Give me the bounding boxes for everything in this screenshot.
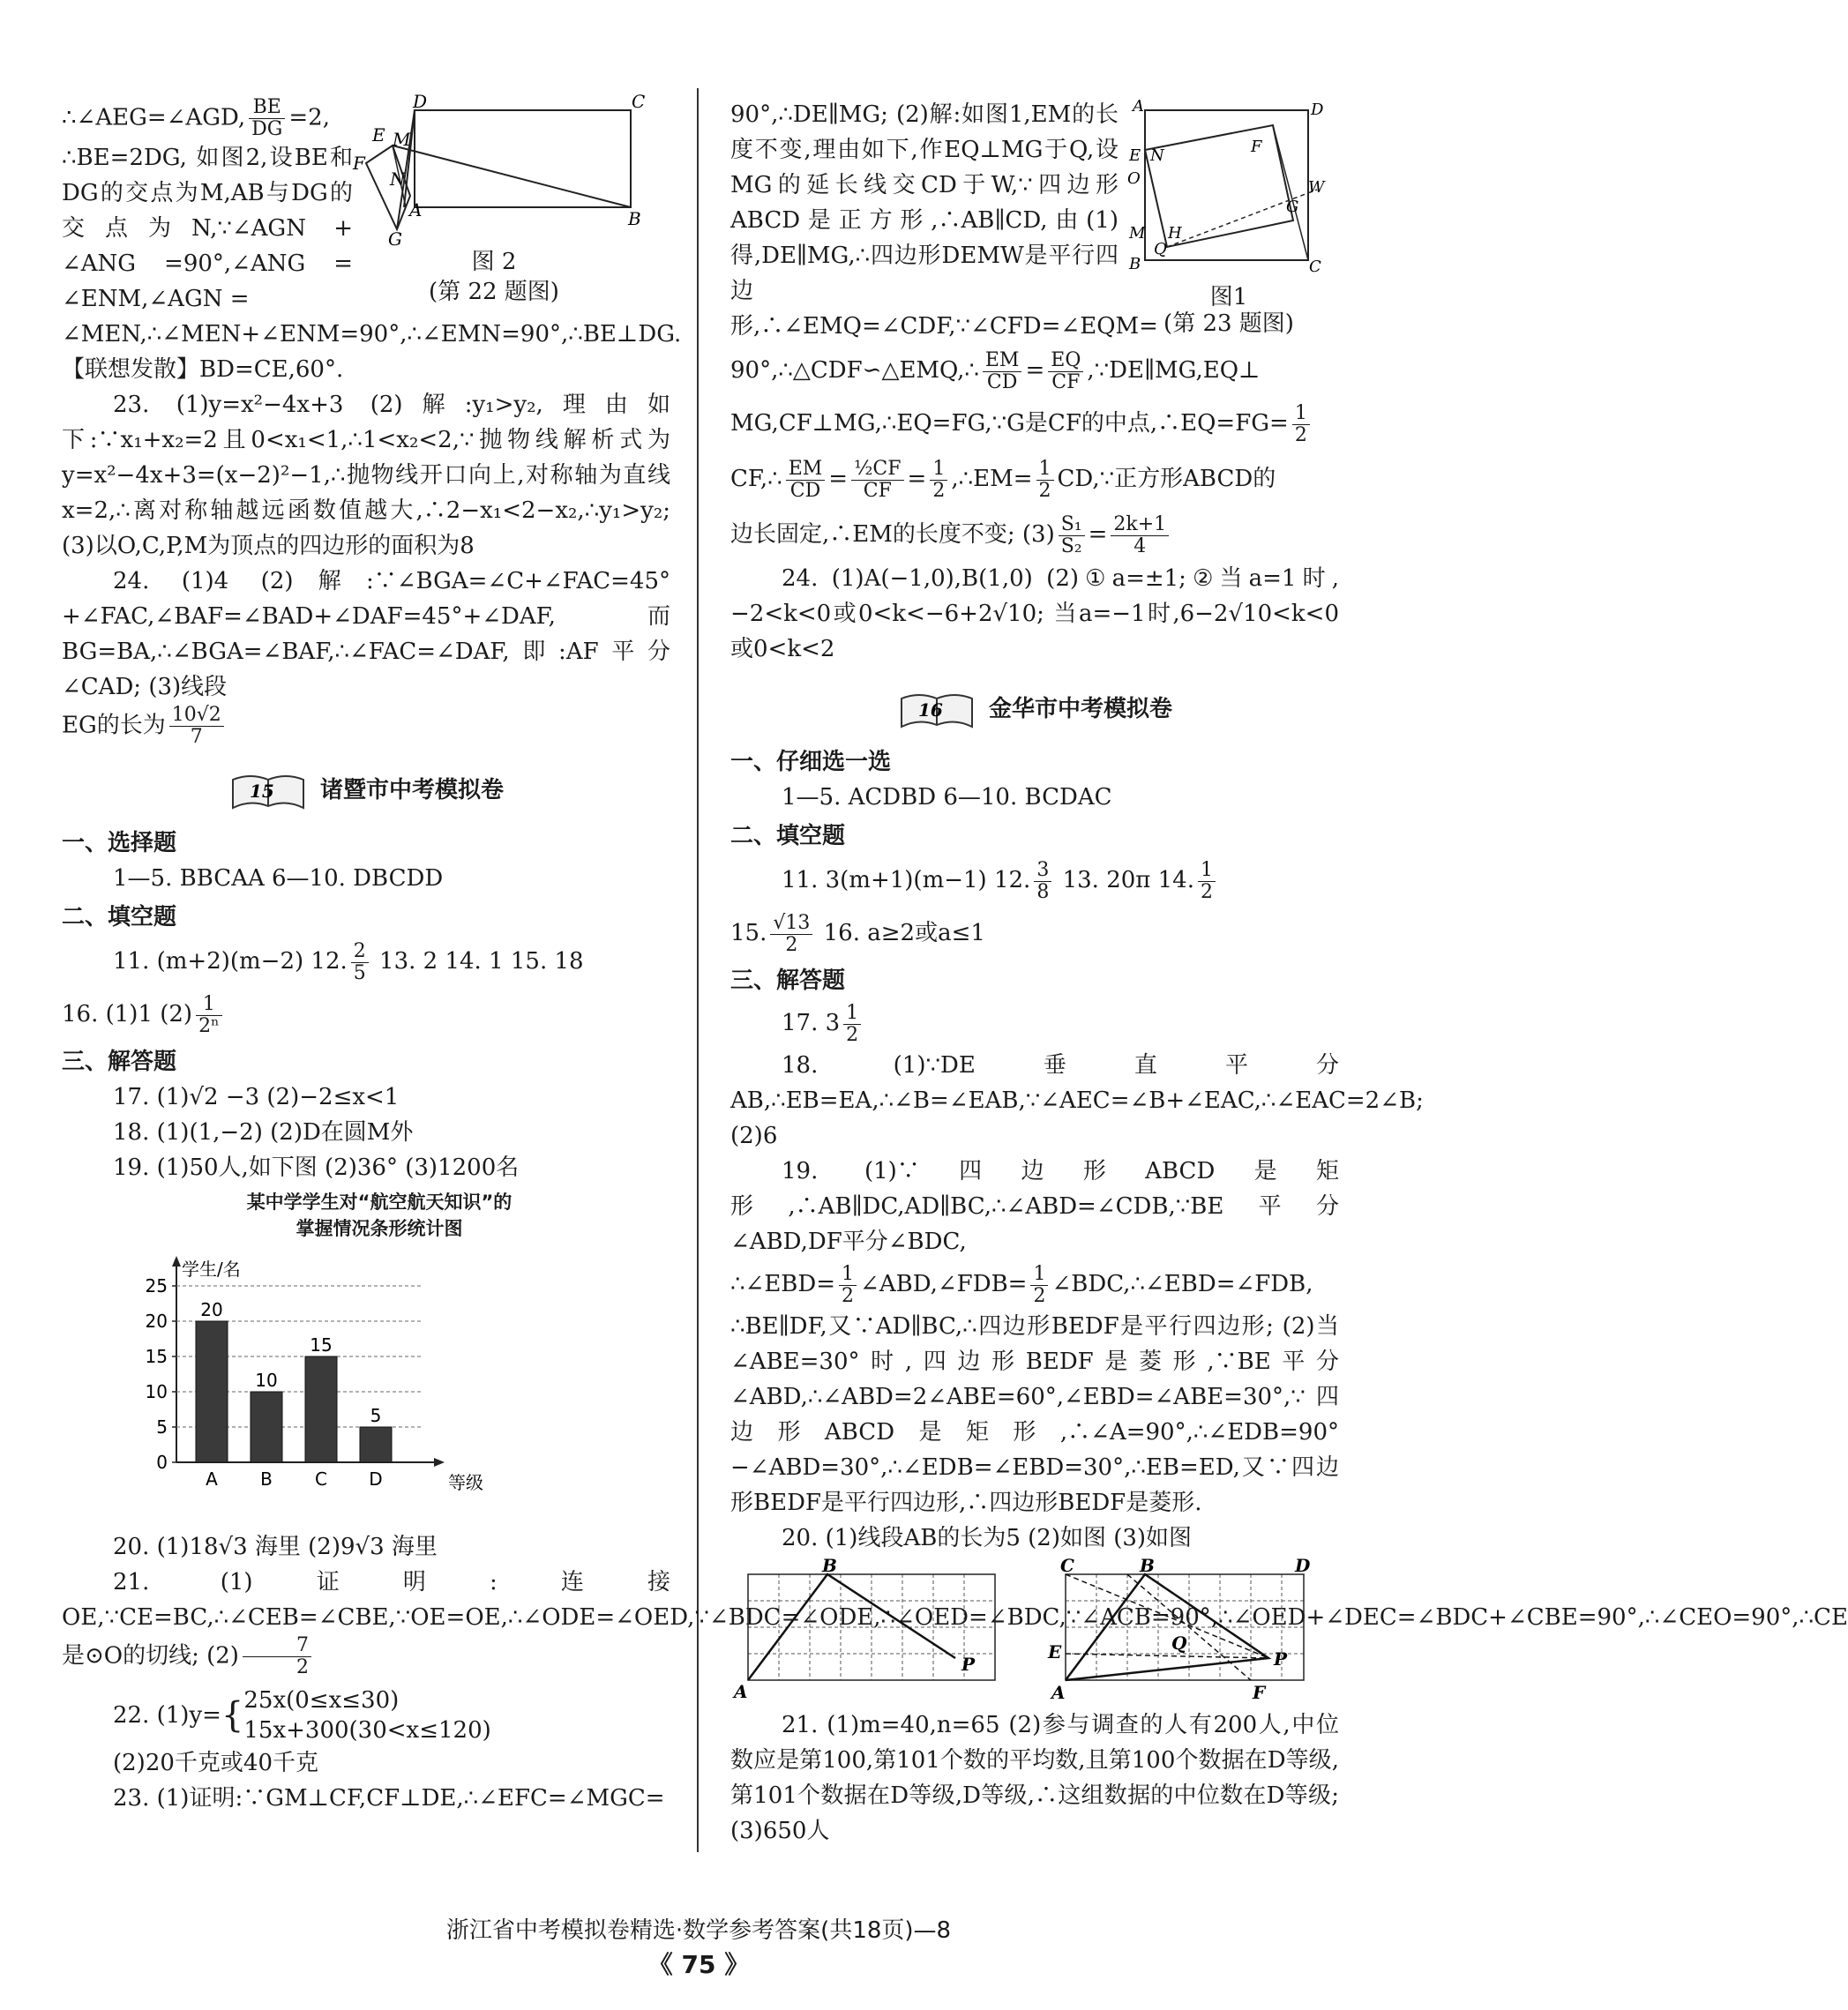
fig22-label: E [372, 124, 385, 146]
fig23-label: M [1129, 224, 1146, 243]
answer-19: 19. (1)50人,如下图 (2)36° (3)1200名 [113, 1154, 520, 1181]
grid2-label: C [1060, 1555, 1074, 1576]
fraction: $\frac{1}{2}$ [843, 1003, 861, 1046]
q22-line-a: ∴∠AEG=∠AGD, $\frac{BE}{DG}$ =2, [62, 96, 330, 140]
chart-subtitle: 掌握情况条形统计图 [296, 1218, 463, 1239]
answer-17: 17. (1)√2 −3 (2)−2≤x<1 [113, 1084, 400, 1110]
fraction: $\frac{EM}{CD}$ [786, 459, 826, 502]
answer-20: 20. (1)18√3 海里 (2)9√3 海里 [113, 1534, 438, 1560]
fraction: $\frac{2}{5}$ [351, 941, 369, 984]
section-heading: 三、解答题 [730, 968, 846, 994]
q22-line-b: ∴BE=2DG, 如图2,设BE和DG的交点为M,AB与DG的交点为N,∵∠AGN + ∠ANG =90°,∠ANG = ∠ENM,∠AGN = [62, 145, 353, 312]
fraction: $\frac{1}{2}$ [1036, 459, 1054, 502]
exam-15-header [62, 767, 670, 813]
fig22-label: N [390, 168, 406, 190]
chart-title: 某中学学生对“航空航天知识”的 [246, 1192, 513, 1213]
answer-fill-15-16: 15. $\frac{√13}{2}$ 16. a≥2或a≤1 [730, 911, 985, 956]
exam-16-header [730, 686, 1339, 732]
exam-number: 15 [249, 781, 274, 802]
right-column [730, 97, 1424, 1849]
fraction: $\frac{1}{2}$ [1292, 403, 1310, 446]
brace: { [221, 1695, 244, 1736]
answer-24-tail: EG的长为 $\frac{10√2}{7}$ [62, 705, 670, 748]
figure-22 [353, 91, 670, 317]
q22-line-c: ∠MEN,∴∠MEN+∠ENM=90°,∴∠EMN=90°,∴BE⊥DG. [62, 321, 682, 347]
fraction: $\frac{1}{2}$ [1198, 860, 1216, 903]
q22-line-d: 【联想发散】BD=CE,60°. [62, 356, 344, 383]
bar-value-label: 20 [200, 1299, 223, 1320]
grid2-label: A [1051, 1682, 1066, 1703]
q23-line-d: CF,∴ $\frac{EM}{CD}$ = $\frac{\text{½CF}}{CF}$ = $\frac{1}{2}$ ,∴EM= $\frac{1}{2}$ CD,∵正方形ABCD的 [730, 457, 1276, 502]
answer-18: 18. (1)∵DE垂直平分AB,∴EB=EA,∴∠B=∠EAB,∵∠AEC=∠B+∠EAC,∴∠EAC=2∠B; (2)6 [730, 1052, 1424, 1149]
answer-choice: 1—5. BBCAA 6—10. DBCDD [113, 865, 444, 892]
exam-number: 16 [917, 699, 943, 721]
fig22-label: D [413, 91, 428, 112]
grid-figure-2 [1048, 1555, 1339, 1703]
fig23-label: Q [1154, 240, 1167, 258]
fig22-label: M [393, 129, 411, 150]
fig22-label: F [353, 153, 365, 174]
bar-chart [123, 1189, 670, 1526]
fraction: $\frac{2k+1}{4}$ [1111, 514, 1169, 557]
section-heading: 一、仔细选一选 [730, 749, 892, 775]
grid1-label: A [734, 1681, 748, 1702]
fig22-caption: 图 2 [471, 249, 517, 275]
bar-value-label: 15 [310, 1334, 333, 1356]
answer-23: 23. (1)y=x²−4x+3 (2)解:y₁>y₂,理由如下:∵x₁+x₂=2且0<x₁<1,∴1<x₂<2,∵抛物线解析式为y=x²−4x+3=(x−2)²−1,∴抛物线开口向上,对称轴为直线x=2,∴离对称轴越远函数值越大,∴2−x₁<2−x₂,∴y₁>y₂; (3)以O,C,P,M为顶点的四边形的面积为8 [62, 392, 670, 559]
y-axis-label: 学生/名 [182, 1259, 241, 1280]
fig22-label: G [388, 228, 402, 250]
answer-21: 21. (1)m=40,n=65 (2)参与调查的人有200人,中位数应是第100,第101个数的平均数,且第100个数据在D等级,第101个数据在D等级,D等级,∴这组数据的中位数在D等级; (3)650人 [730, 1712, 1339, 1844]
fraction: $\frac{EM}{CD}$ [983, 350, 1022, 393]
figure-23 [1127, 97, 1330, 344]
y-tick-label: 5 [156, 1416, 168, 1438]
section-heading: 三、解答题 [62, 1049, 177, 1075]
bar [196, 1321, 228, 1462]
q23-line-e: 边长固定,∴EM的长度不变; (3) $\frac{\text{S₁}}{\text{S₂}}$ = $\frac{2k+1}{4}$ [730, 508, 1339, 561]
fig23-label: A [1133, 97, 1144, 116]
section-heading: 二、填空题 [730, 823, 846, 849]
fig22-label: A [409, 199, 423, 220]
grid2-label: Q [1171, 1633, 1187, 1654]
fig22-label: C [632, 91, 646, 112]
fraction: $\frac{√13}{2}$ [770, 913, 812, 956]
x-tick-label: A [206, 1468, 218, 1490]
bar-value-label: 10 [255, 1370, 278, 1391]
exam-title: 金华市中考模拟卷 [988, 696, 1172, 722]
answer-fill-11-14: 11. 3(m+1)(m−1) 12. $\frac{3}{8}$ 13. 20π 14. $\frac{1}{2}$ [730, 854, 1339, 907]
figure-22-diagram [353, 91, 653, 250]
y-tick-label: 0 [156, 1452, 168, 1473]
column-divider [697, 88, 699, 1852]
fig23-label: F [1251, 138, 1262, 156]
section-heading: 二、填空题 [62, 904, 177, 930]
q23-block [730, 97, 1339, 344]
fraction: $\frac{10√2}{7}$ [169, 705, 224, 748]
grid1-label: B [822, 1555, 837, 1576]
bar [360, 1427, 392, 1462]
q22-block [62, 91, 670, 317]
fraction: $\frac{\text{½CF}}{CF}$ [851, 459, 903, 502]
x-tick-label: B [260, 1468, 273, 1490]
exam-title: 诸暨市中考模拟卷 [319, 777, 504, 803]
fig22-subcaption: (第 22 题图) [429, 279, 559, 305]
answer-19-c: ∴BE∥DF,又∵AD∥BC,∴四边形BEDF是平行四边形; (2)当∠ABE=30°时,四边形BEDF是菱形,∵BE平分∠ABD,∴∠ABD=2∠ABE=60°,∠EBD=∠ABE=30°,∵四边形ABCD是矩形,∴∠A=90°,∴∠EDB=90°−∠ABD=30°,∴∠EDB=∠EBD=30°,∴EB=ED,又∵四边形BEDF是平行四边形,∴四边形BEDF是菱形. [730, 1313, 1339, 1516]
fraction: $\frac{BE}{DG}$ [249, 97, 285, 140]
book-icon [897, 686, 976, 732]
fig23-label: H [1168, 224, 1182, 243]
fraction: $\frac{7}{2}$ [243, 1635, 311, 1678]
q23-line-c: MG,CF⊥MG,∴EQ=FG,∵G是CF的中点,∴EQ=FG= $\frac{1}{2}$ [730, 397, 1339, 450]
footer-title: 浙江省中考模拟卷精选·数学参考答案(共18页)—8 [445, 1917, 952, 1944]
bar [305, 1356, 337, 1462]
fig23-label: N [1150, 146, 1164, 165]
page-number: 《 75 》 [647, 1950, 750, 1979]
fraction: $\frac{1}{2}$ [1030, 1264, 1048, 1307]
grid2-label: E [1048, 1641, 1062, 1663]
grid2-label: B [1140, 1555, 1155, 1576]
grid1-label: P [961, 1654, 976, 1675]
bar-value-label: 5 [370, 1405, 382, 1426]
answer-21: 21. (1)证明:连接OE,∵CE=BC,∴∠CEB=∠CBE,∵OE=OE,∴∠ODE=∠OED,∵∠BDC=∠ODE,∴∠OED=∠BDC,∵∠ACB=90°,∴∠OED+∠DEC=∠BDC+∠CBE=90°,∴∠CEO=90°,∴CE是⊙O的切线; (2) $\frac{7}{2}$ [62, 1569, 1848, 1678]
x-tick-label: D [369, 1468, 383, 1490]
x-axis-arrow [434, 1458, 445, 1467]
grid2-label: P [1274, 1648, 1288, 1670]
grid-figures [730, 1555, 1339, 1703]
answer-fill-11-15: 11. (m+2)(m−2) 12. $\frac{2}{5}$ 13. 2 14. 1 15. 18 [113, 939, 584, 984]
fraction: $\frac{1}{2}$ [930, 459, 947, 502]
answer-19-a: 19. (1)∵四边形ABCD是矩形,∴AB∥DC,AD∥BC,∴∠ABD=∠CDB,∵BE平分∠ABD,DF平分∠BDC, [730, 1158, 1339, 1255]
fraction: $\frac{EQ}{CF}$ [1048, 350, 1083, 393]
answer-22-tail: (2)20千克或40千克 [113, 1750, 318, 1776]
y-axis-arrow [172, 1256, 181, 1267]
answer-24: 24. (1)A(−1,0),B(1,0) (2)①a=±1;②当a=1时,−2<k<0或0<k<−6+2√10; 当a=−1时,6−2√10<k<0或0<k<2 [730, 565, 1339, 662]
book-icon [228, 767, 308, 813]
fig23-label: E [1129, 146, 1141, 165]
figure-23-diagram [1127, 97, 1325, 276]
y-tick-label: 20 [145, 1311, 168, 1332]
answer-22: 22. (1)y= { 25x(0≤x≤30) 15x+300(30<x≤120) [113, 1687, 491, 1744]
x-axis-label: 等级 [448, 1472, 483, 1493]
bar [251, 1392, 282, 1462]
bar-chart-svg [123, 1242, 635, 1515]
section-heading: 一、选择题 [62, 830, 177, 856]
fig23-label: W [1308, 178, 1325, 197]
fig23-label: O [1127, 169, 1141, 188]
fraction: $\frac{3}{8}$ [1034, 860, 1051, 903]
fraction: $\frac{\text{S₁}}{\text{S₂}}$ [1059, 514, 1085, 557]
fig23-subcaption: (第 23 题图) [1163, 310, 1294, 337]
answer-18: 18. (1)(1,−2) (2)D在圆M外 [113, 1119, 414, 1146]
answer-fill-16: 16. (1)1 (2) $\frac{1}{\text{2ⁿ}}$ [62, 988, 670, 1041]
fig23-label: B [1129, 255, 1141, 273]
answer-19-b: ∴∠EBD= $\frac{1}{2}$ ∠ABD,∠FDB= $\frac{1}{2}$ ∠BDC,∴∠EBD=∠FDB, [730, 1262, 1313, 1307]
x-tick-label: C [315, 1468, 327, 1490]
answer-17: 17. 3 $\frac{1}{2}$ [730, 998, 1339, 1048]
y-tick-label: 25 [145, 1275, 168, 1296]
grid2-label: F [1253, 1682, 1266, 1703]
answer-choice: 1—5. ACDBD 6—10. BCDAC [782, 784, 1112, 811]
answer-23-start: 23. (1)证明:∵GM⊥CF,CF⊥DE,∴∠EFC=∠MGC= [113, 1785, 665, 1812]
fraction: $\frac{1}{\text{2ⁿ}}$ [196, 994, 222, 1037]
fraction: $\frac{1}{2}$ [839, 1264, 857, 1307]
q23-line-b: 90°,∴△CDF∽△EMQ,∴ $\frac{EM}{CD}$ = $\frac{EQ}{CF}$ ,∵DE∥MG,EQ⊥ [730, 348, 1261, 393]
fig22-label: B [628, 208, 641, 229]
answer-24: 24. (1)4 (2)解:∵∠BGA=∠C+∠FAC=45°+∠FAC,∠BAF=∠BAD+∠DAF=45°+∠DAF,而BG=BA,∴∠BGA=∠BAF,∴∠FAC=∠DAF,即:AF平分∠CAD; (3)线段 [62, 568, 670, 700]
y-tick-label: 10 [145, 1381, 168, 1402]
fig23-label: G [1286, 198, 1299, 216]
q23-line-a: 90°,∴DE∥MG; (2)解:如图1,EM的长度不变,理由如下,作EQ⊥MG于Q,设MG的延长线交CD于W,∵四边形ABCD是正方形,∴AB∥CD,由(1)得,DE∥MG,∴四边形DEMW是平行四边形,∴∠EMQ=∠CDF,∵∠CFD=∠EQM= [730, 101, 1158, 340]
fig23-label: C [1309, 258, 1321, 276]
grid2-label: D [1295, 1555, 1311, 1576]
fig23-label: D [1311, 101, 1324, 119]
fig23-caption: 图1 [1209, 284, 1248, 310]
answer-20: 20. (1)线段AB的长为5 (2)如图 (3)如图 [782, 1525, 1193, 1551]
y-tick-label: 15 [145, 1346, 168, 1367]
grid-figure-1 [730, 1555, 1013, 1702]
